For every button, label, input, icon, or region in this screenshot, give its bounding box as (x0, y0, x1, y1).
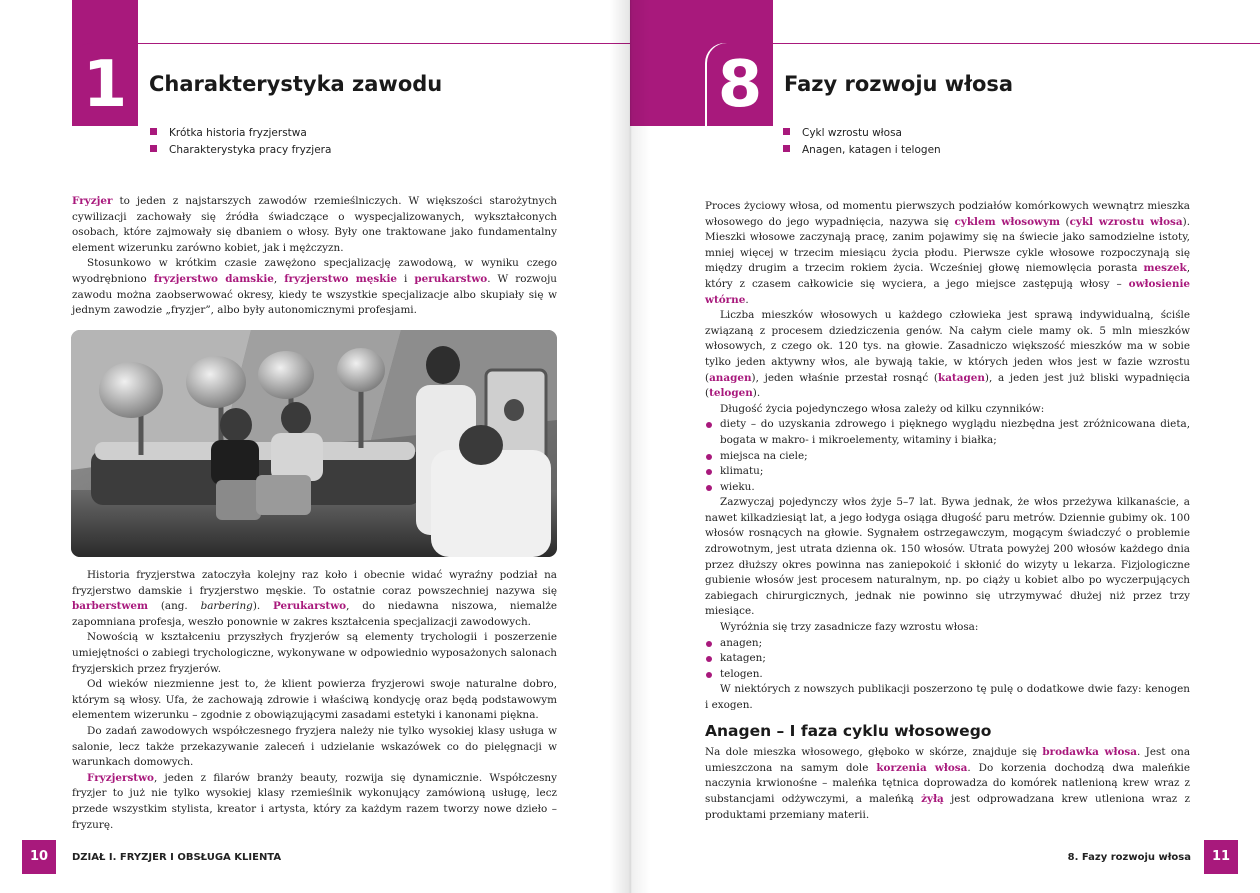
square-bullet-icon (783, 128, 790, 135)
key-term: cykl wzrostu włosa (1069, 215, 1183, 228)
bullet-item: miejsca na ciele; (705, 449, 1190, 465)
key-term: fryzjerstwo damskie (153, 272, 274, 285)
toc-item: Cykl wzrostu włosa (783, 125, 941, 142)
body-paragraph: Fryzjerstwo, jeden z filarów branży beauty, rozwija się dynamicznie. Współczesny fryzjer to już nie tylko wysokiej klasy rzemieślnik wykonujący zamówioną usługę, lecz przede wszystkim stylista, kreator i artysta, który za każdym razem tworzy nowe dzieło – fryzurę. (72, 771, 557, 831)
bullet-item: klimatu; (705, 464, 1190, 480)
key-term: katagen (938, 371, 985, 384)
chapter-toc (783, 125, 941, 159)
intro-text (72, 194, 557, 319)
phase-list (705, 636, 1190, 683)
running-footer: 8. Fazy rozwoju włosa (1067, 852, 1191, 863)
body-paragraph: Od wieków niezmienne jest to, że klient powierza fryzjerowi swoje naturalne dobro, którym są włosy. Ufa, że zachowają zdrowie i właściwą kondycję oraz będą podstawowym elementem wizerunku – zgodnie z obowiązującymi zasadami estetyki i kanonami piękna. (72, 678, 557, 722)
body-paragraph: W niektórych z nowszych publikacji poszerzono tę pulę o dodatkowe dwie fazy: kenogen i exogen. (705, 683, 1190, 711)
key-term: owłosienie wtórne (705, 277, 1190, 306)
vintage-salon-photo (71, 330, 557, 557)
key-term: telogen (709, 387, 753, 400)
toc-item: Krótka historia fryzjerstwa (150, 125, 331, 142)
square-bullet-icon (783, 145, 790, 152)
body-paragraph: Do zadań zawodowych współczesnego fryzjera należy nie tylko wysokiej klasy usługa w salonie, lecz także przekazywanie zaleceń i udzielanie wskazówek co do pielęgnacji w warunkach domowych. (72, 724, 557, 769)
foreign-term: barbering (200, 600, 253, 613)
bullet-item: katagen; (705, 651, 1190, 667)
chapter-title: Fazy rozwoju włosa (784, 72, 1014, 96)
body-paragraph: Fryzjer to jeden z najstarszych zawodów rzemieślniczych. W większości starożytnych cywilizacji zachowały się źródła świadczące o wyspecjalizowanych, wykształconych osobach, które zajmowały się dbaniem o włosy. Były one traktowane jako fundamentalny element wizerunku zarówno kobiet, jak i mężczyzn. (72, 195, 557, 254)
key-term: cyklem włosowym (954, 215, 1061, 228)
salon-photo-illustration (71, 330, 557, 557)
toc-item: Anagen, katagen i telogen (783, 142, 941, 159)
key-term: meszek (1143, 262, 1187, 275)
chapter-number: 1 (72, 43, 138, 126)
header-rule (138, 43, 630, 44)
bullet-item: telogen. (705, 667, 1190, 683)
right-page (630, 0, 1260, 893)
key-term: brodawka włosa (1042, 746, 1138, 759)
key-term: Perukarstwo (272, 600, 347, 613)
key-term: korzenia włosa (876, 761, 968, 774)
body-paragraph: Zazwyczaj pojedynczy włos żyje 5–7 lat. Bywa jednak, że włos przeżywa kilkanaście, a nawet kilkadziesiąt lat, a jego łodyga osiąga długość paru metrów. Dziennie gubimy ok. 100 włosów rosnących na głowie. Sygnałem ostrzegawczym, mogącym świadczyć o problemie zdrowotnym, jest utrata dzienna ok. 150 włosów. Utrata powyżej 200 włosów każdego dnia przez dłuższy okres powinna nas zaniepokoić i skłonić do wizyty u lekarza. Fizjologiczne gubienie włosów jest procesem naturalnym, np. po ciąży u kobiet albo po wyczerpujących zabiegach chirurgicznych, jednak nie powinno się utrzymywać dłużej niż przez trzy miesiące. (705, 496, 1190, 618)
toc-item: Charakterystyka pracy fryzjera (150, 142, 331, 159)
chapter-title: Charakterystyka zawodu (149, 72, 443, 96)
body-paragraph: Liczba mieszków włosowych u każdego człowieka jest sprawą indywidualną, ściśle związaną z procesem dziedziczenia genów. Na całym ciele mamy ok. 5 mln mieszków włosowych, z czego ok. 120 tys. na głowie. Zasadniczo większość mieszków ma w sobie tylko jeden aktywny włos, ale bywają takie, w których jeden włos jest w fazie wzrostu (anagen), jeden właśnie przestał rosnąć (katagen), a jeden jest już bliski wypadnięcia (telogen). (705, 309, 1191, 400)
section-heading: Anagen – I faza cyklu włosowego (705, 721, 992, 740)
key-term: Fryzjer (72, 195, 113, 207)
bullet-item: wieku. (705, 480, 1190, 496)
main-text (705, 199, 1190, 823)
body-paragraph: Historia fryzjerstwa zatoczyła kolejny raz koło i obecnie widać wyraźny podział na fryzjerstwo damskie i fryzjerstwo męskie. To ostatnie coraz powszechniej nazywa się barberstwem (ang. barbering). Perukarstwo, do niedawna niszowa, niemalże zapomniana profesja, weszło ponownie w zakres kształcenia specjalizacji zawodowych. (72, 569, 557, 628)
body-paragraph: Długość życia pojedynczego włosa zależy od kilku czynników: (720, 402, 1045, 415)
body-paragraph: Proces życiowy włosa, od momentu pierwszych podziałów komórkowych wewnątrz mieszka włosowego do jego wypadnięcia, nazywa się cyklem włosowym (cykl wzrostu włosa). Mieszki włosowe zaczynają pracę, zanim pojawimy się na świecie jako samodzielne istoty, mniej więcej w trzecim miesiącu życia płodu. Pierwsze cykle włosowe rozpoczynają się między drugim a trzecim rokiem życia. Wcześniej głowę niemowlęcia porasta meszek, który z czasem całkowicie się wyciera, a jego miejsce zastępują włosy – owłosienie wtórne. (705, 200, 1190, 306)
page-number-badge: 11 (1204, 840, 1238, 874)
history-text (72, 568, 557, 833)
key-term: perukarstwo (414, 272, 488, 285)
key-term: fryzjerstwo męskie (284, 272, 397, 285)
key-term: anagen (709, 371, 752, 384)
running-footer: DZIAŁ I. FRYZJER I OBSŁUGA KLIENTA (72, 852, 282, 863)
page-number-badge: 10 (22, 840, 56, 874)
bullet-item: anagen; (705, 636, 1190, 652)
bullet-item: diety – do uzyskania zdrowego i pięknego wyglądu niezbędna jest zróżnicowana dieta, bogata w makro- i mikroelementy, witaminy i białka; (705, 417, 1190, 448)
square-bullet-icon (150, 145, 157, 152)
key-term: Fryzjerstwo (87, 771, 154, 784)
body-paragraph: Wyróżnia się trzy zasadnicze fazy wzrostu włosa: (720, 621, 979, 634)
header-rule (773, 43, 1260, 44)
body-paragraph: Na dole mieszka włosowego, głęboko w skórze, znajduje się brodawka włosa. Jest ona umieszczona na samym dole korzenia włosa. Do korzenia dochodzą dwa maleńkie naczynia krwionośne – maleńka tętnica doprowadza do komórek natlenioną krew wraz z substancjami odżywczymi, a maleńką żyłą jest odprowadzana krew utleniona wraz z produktami przemiany materii. (705, 746, 1191, 821)
chapter-number: 8 (707, 43, 773, 126)
key-term: żyłą (921, 792, 944, 805)
body-paragraph: Stosunkowo w krótkim czasie zawężono specjalizację zawodową, w wyniku czego wyodrębniono fryzjerstwo damskie, fryzjerstwo męskie i perukarstwo. W rozwoju zawodu można zaobserwować okresy, kiedy te wszystkie specjalizacje albo skupiały się w jednym zawodzie „fryzjer”, albo były autonomicznymi profesjami. (72, 257, 557, 317)
square-bullet-icon (150, 128, 157, 135)
chapter-toc (150, 125, 331, 159)
key-term: barberstwem (72, 600, 149, 613)
factor-list (705, 417, 1190, 495)
body-paragraph: Nowością w kształceniu przyszłych fryzjerów są elementy trychologii i poszerzenie umiejętności o zabiegi trychologiczne, wykonywane w odpowiednio wyposażonych salonach fryzjerskich przez fryzjerów. (72, 631, 557, 675)
